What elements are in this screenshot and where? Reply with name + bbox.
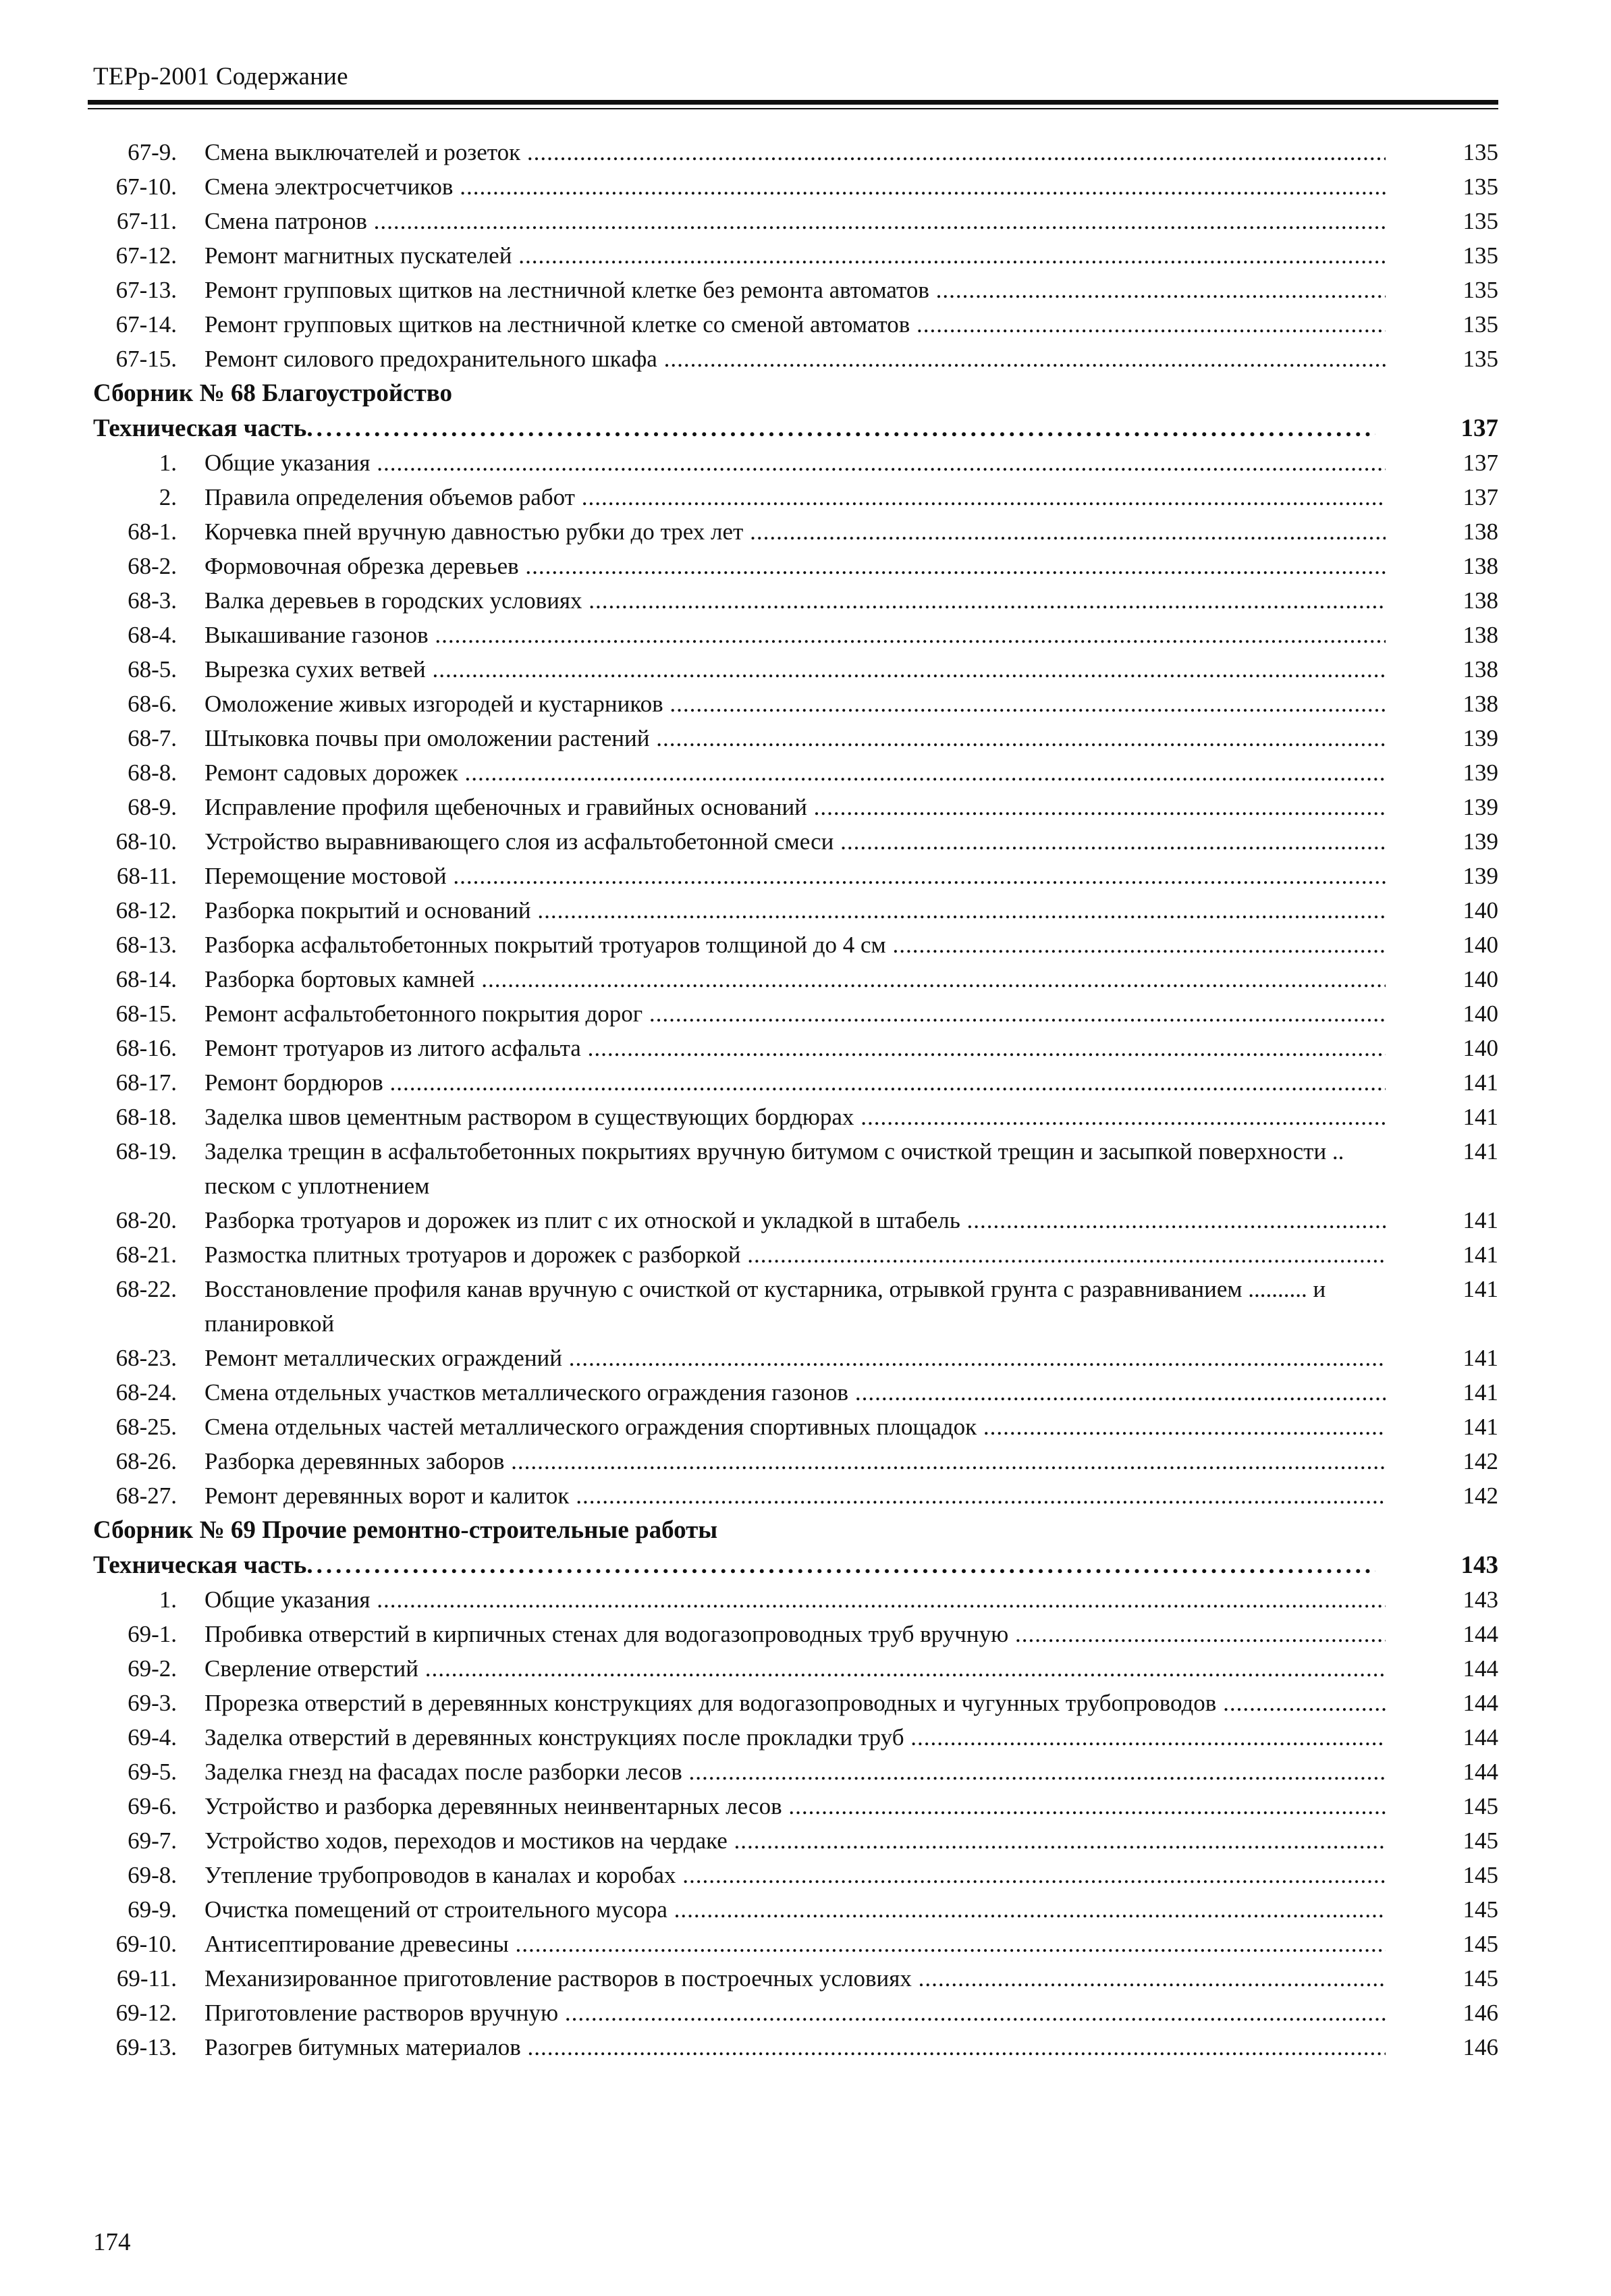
toc-entry-title: Смена отдельных участков металлического ограждения газонов ..... [204,1375,1386,1410]
toc-section-heading [0,376,1611,411]
toc-entry-page: 138 [1463,691,1498,717]
toc-entry-number: 68-16. [115,1035,177,1061]
toc-entry-page: 139 [1463,725,1498,751]
toc-entry [0,1375,1611,1410]
toc-entry [0,583,1611,618]
toc-entry-title: Механизированное приготовление растворов в построечных условиях ..... [204,1961,1386,1996]
toc-entry-number: 68-2. [128,553,177,579]
toc-entry-page: 146 [1463,2000,1498,2026]
toc-entry-number: 68-13. [115,932,177,958]
toc-entry [0,273,1611,307]
toc-entry [0,1203,1611,1237]
toc-entry [0,1582,1611,1617]
toc-entry [0,238,1611,273]
toc-entry [0,1134,1611,1203]
toc-entry [0,1031,1611,1065]
toc-technical-part [0,1548,1611,1582]
toc-entry [0,1961,1611,1996]
toc-entry-page: 143 [1460,1551,1498,1579]
toc-entry [0,618,1611,652]
toc-entry [0,1444,1611,1478]
toc-entry [0,1823,1611,1858]
toc-entry-page: 144 [1463,1621,1498,1647]
toc-entry-page: 144 [1463,1655,1498,1682]
toc-entry-number: 68-11. [116,863,177,889]
toc-entry-title: Валка деревьев в городских условиях ..... [204,583,1386,618]
toc-entry-number: 68-20. [115,1207,177,1233]
toc-entry-page: 139 [1463,794,1498,820]
toc-entry-page: 137 [1463,450,1498,476]
toc-entry-title: Пробивка отверстий в кирпичных стенах для водогазопроводных труб вручную ..... [204,1617,1386,1651]
toc-entry-title: Устройство ходов, переходов и мостиков на чердаке ..... [204,1823,1386,1858]
toc-entry-page: 142 [1463,1483,1498,1509]
toc-entry-number: 68-3. [128,587,177,614]
toc-entry [0,446,1611,480]
toc-entry-page: 145 [1463,1862,1498,1888]
toc-entry [0,1892,1611,1927]
toc-entry-title: Ремонт магнитных пускателей ..... [204,238,1386,273]
toc-entry [0,307,1611,342]
toc-entry-page: 142 [1463,1448,1498,1474]
toc-entry-number: 67-14. [115,311,177,338]
toc-entry-number: 69-7. [128,1827,177,1854]
toc-entry [0,204,1611,238]
toc-entry-number: 67-9. [128,139,177,165]
toc-entry-page: 144 [1463,1759,1498,1785]
toc-entry-title: Выкашивание газонов ..... [204,618,1386,652]
toc-entry-number: 69-4. [128,1724,177,1751]
toc-entry-number: 68-21. [115,1242,177,1268]
toc-entry [0,1755,1611,1789]
toc-entry-title: Корчевка пней вручную давностью рубки до трех лет ..... [204,514,1386,549]
toc-entry-title: Смена выключателей и розеток ..... [204,135,1386,169]
toc-entry-title: Ремонт асфальтобетонного покрытия дорог ..... [204,996,1386,1031]
toc-entry [0,996,1611,1031]
toc-entry-page: 135 [1463,346,1498,372]
toc-entry-page: 141 [1463,1069,1498,1096]
toc-entry [0,893,1611,928]
table-of-contents [0,135,1611,2064]
toc-entry-number: 69-8. [128,1862,177,1888]
toc-entry [0,1065,1611,1100]
toc-entry-title: Ремонт металлических ограждений ..... [204,1341,1386,1375]
toc-entry-number: 67-13. [115,277,177,303]
toc-entry-page: 141 [1463,1242,1498,1268]
page-number: 174 [93,2228,131,2256]
toc-entry-number: 67-10. [115,173,177,200]
toc-entry [0,790,1611,824]
toc-entry-page: 141 [1463,1104,1498,1130]
toc-entry [0,962,1611,996]
toc-entry-number: 1. [159,1586,177,1613]
toc-entry [0,514,1611,549]
toc-entry-title: Устройство и разборка деревянных неинвентарных лесов ..... [204,1789,1386,1823]
toc-entry-title: Сборник № 68 Благоустройство [93,379,452,407]
toc-entry-page: 141 [1463,1138,1498,1165]
toc-entry-title: Разборка бортовых камней ..... [204,962,1386,996]
toc-entry-number: 68-10. [115,828,177,855]
toc-entry [0,2030,1611,2064]
toc-entry-title: Разборка деревянных заборов ..... [204,1444,1386,1478]
toc-entry [0,342,1611,376]
toc-entry-number: 69-2. [128,1655,177,1682]
toc-entry-title: Заделка трещин в асфальтобетонных покрытиях вручную битумом с очисткой трещин и засыпкой поверхности .. песком с уплотнением [204,1138,1344,1199]
toc-entry-page: 145 [1463,1931,1498,1957]
toc-section-heading [0,1513,1611,1548]
toc-entry-number: 68-1. [128,518,177,545]
toc-entry-page: 143 [1463,1586,1498,1613]
toc-entry-number: 68-9. [128,794,177,820]
toc-entry-number: 1. [159,450,177,476]
toc-entry-number: 2. [159,484,177,510]
toc-entry-number: 67-12. [115,242,177,269]
toc-technical-part [0,411,1611,446]
toc-entry [0,1858,1611,1892]
toc-entry-title: Общие указания ..... [204,446,1386,480]
toc-entry-title: Сборник № 69 Прочие ремонтно-строительные работы [93,1516,718,1544]
toc-entry-number: 68-27. [115,1483,177,1509]
toc-entry [0,755,1611,790]
toc-entry-number: 68-25. [115,1414,177,1440]
toc-entry [0,824,1611,859]
toc-entry-number: 68-4. [128,622,177,648]
toc-entry [0,169,1611,204]
toc-entry-page: 141 [1463,1207,1498,1233]
toc-entry-number: 67-11. [116,208,177,234]
toc-entry-title: Разогрев битумных материалов ..... [204,2030,1386,2064]
toc-entry [0,721,1611,755]
toc-entry [0,1341,1611,1375]
toc-entry-page: 135 [1463,208,1498,234]
toc-entry-page: 135 [1463,139,1498,165]
toc-entry-number: 68-6. [128,691,177,717]
toc-entry-number: 68-26. [115,1448,177,1474]
toc-entry [0,859,1611,893]
toc-entry-page: 145 [1463,1965,1498,1992]
toc-entry-title: Сверление отверстий ..... [204,1651,1386,1686]
toc-entry-number: 68-14. [115,966,177,992]
toc-entry-page: 145 [1463,1896,1498,1923]
toc-entry-page: 138 [1463,587,1498,614]
toc-entry-title: Смена электросчетчиков ..... [204,169,1386,204]
toc-entry-title: Штыковка почвы при омоложении растений ..... [204,721,1386,755]
toc-entry [0,652,1611,687]
toc-entry-number: 69-10. [115,1931,177,1957]
toc-entry-number: 68-17. [115,1069,177,1096]
toc-entry-number: 68-15. [115,1000,177,1027]
toc-entry-title: Разборка покрытий и оснований ..... [204,893,1386,928]
toc-entry-title: Техническая часть ..... [93,411,1375,446]
toc-entry-page: 141 [1463,1345,1498,1371]
toc-entry-title: Ремонт тротуаров из литого асфальта ..... [204,1031,1386,1065]
toc-entry-title: Разборка асфальтобетонных покрытий тротуаров толщиной до 4 см ..... [204,928,1386,962]
toc-entry-title: Смена патронов ..... [204,204,1386,238]
toc-entry [0,1410,1611,1444]
toc-entry-page: 139 [1463,759,1498,786]
toc-entry-number: 68-7. [128,725,177,751]
toc-entry [0,1272,1611,1341]
toc-entry-title: Разборка тротуаров и дорожек из плит с их отноской и укладкой в штабель ..... [204,1203,1386,1237]
toc-entry [0,1686,1611,1720]
toc-entry-number: 69-11. [116,1965,177,1992]
toc-entry-page: 135 [1463,277,1498,303]
toc-entry [0,480,1611,514]
toc-entry-title: Заделка отверстий в деревянных конструкциях после прокладки труб ..... [204,1720,1386,1755]
toc-entry-number: 69-6. [128,1793,177,1819]
toc-entry-number: 69-13. [115,2034,177,2060]
toc-entry-page: 141 [1463,1414,1498,1440]
toc-entry-title: Заделка швов цементным раствором в существующих бордюрах ..... [204,1100,1386,1134]
toc-entry-page: 137 [1463,484,1498,510]
toc-entry-number: 69-1. [128,1621,177,1647]
toc-entry [0,1996,1611,2030]
toc-entry-page: 140 [1463,966,1498,992]
toc-entry-number: 69-3. [128,1690,177,1716]
toc-entry-number: 69-9. [128,1896,177,1923]
toc-entry-title: Заделка гнезд на фасадах после разборки лесов ..... [204,1755,1386,1789]
toc-entry-number: 68-23. [115,1345,177,1371]
toc-entry-page: 135 [1463,173,1498,200]
toc-entry-page: 144 [1463,1724,1498,1751]
toc-entry-title: Омоложение живых изгородей и кустарников ..... [204,687,1386,721]
toc-entry-title: Вырезка сухих ветвей ..... [204,652,1386,687]
toc-entry-page: 138 [1463,518,1498,545]
toc-entry-number: 68-24. [115,1379,177,1406]
toc-entry [0,1720,1611,1755]
toc-entry-title: Прорезка отверстий в деревянных конструкциях для водогазопроводных и чугунных трубопроводов ..... [204,1686,1386,1720]
toc-entry-title: Размостка плитных тротуаров и дорожек с разборкой ..... [204,1237,1386,1272]
toc-entry-page: 145 [1463,1827,1498,1854]
toc-entry-page: 144 [1463,1690,1498,1716]
toc-entry-number: 69-5. [128,1759,177,1785]
toc-entry-title: Ремонт садовых дорожек ..... [204,755,1386,790]
toc-entry-title: Общие указания ..... [204,1582,1386,1617]
toc-entry-page: 140 [1463,932,1498,958]
toc-entry-title: Приготовление растворов вручную ..... [204,1996,1386,2030]
toc-entry [0,1617,1611,1651]
running-header: ТЕРр-2001 Содержание [93,63,348,90]
toc-entry-page: 145 [1463,1793,1498,1819]
toc-entry [0,1651,1611,1686]
toc-entry [0,1100,1611,1134]
toc-entry-page: 139 [1463,863,1498,889]
toc-entry-number: 67-15. [115,346,177,372]
toc-entry-title: Техническая часть ..... [93,1548,1375,1582]
toc-entry-title: Правила определения объемов работ ..... [204,480,1386,514]
toc-entry [0,549,1611,583]
toc-entry-number: 68-18. [115,1104,177,1130]
toc-entry [0,135,1611,169]
toc-entry-number: 68-12. [115,897,177,924]
toc-entry-page: 140 [1463,897,1498,924]
toc-entry-page: 135 [1463,242,1498,269]
toc-entry-title: Антисептирование древесины ..... [204,1927,1386,1961]
toc-entry-title: Устройство выравнивающего слоя из асфальтобетонной смеси ..... [204,824,1386,859]
toc-entry [0,1478,1611,1513]
toc-entry-page: 141 [1463,1379,1498,1406]
toc-entry-title: Ремонт групповых щитков на лестничной клетке без ремонта автоматов ..... [204,273,1386,307]
toc-entry-page: 146 [1463,2034,1498,2060]
toc-entry-page: 139 [1463,828,1498,855]
toc-entry-number: 68-22. [115,1276,177,1302]
toc-entry-title: Утепление трубопроводов в каналах и коробах ..... [204,1858,1386,1892]
toc-entry-title: Ремонт силового предохранительного шкафа ..... [204,342,1386,376]
toc-entry-page: 140 [1463,1035,1498,1061]
toc-entry-title: Ремонт бордюров ..... [204,1065,1386,1100]
toc-entry-title: Перемощение мостовой ..... [204,859,1386,893]
toc-entry-page: 138 [1463,656,1498,683]
toc-entry-page: 138 [1463,553,1498,579]
toc-entry-title: Формовочная обрезка деревьев ..... [204,549,1386,583]
toc-entry [0,1237,1611,1272]
toc-entry-number: 68-5. [128,656,177,683]
toc-entry [0,928,1611,962]
toc-entry-title: Восстановление профиля канав вручную с очисткой от кустарника, отрывкой грунта с разравниванием .......... и планировкой [204,1276,1326,1337]
toc-entry-page: 141 [1463,1276,1498,1302]
toc-entry-title: Очистка помещений от строительного мусора ..... [204,1892,1386,1927]
toc-entry-title: Ремонт групповых щитков на лестничной клетке со сменой автоматов ..... [204,307,1386,342]
toc-entry-number: 69-12. [115,2000,177,2026]
toc-entry [0,687,1611,721]
toc-entry-title: Смена отдельных частей металлического ограждения спортивных площадок ..... [204,1410,1386,1444]
toc-entry-number: 68-19. [115,1138,177,1165]
toc-entry-page: 140 [1463,1000,1498,1027]
toc-entry-title: Исправление профиля щебеночных и гравийных оснований ..... [204,790,1386,824]
toc-entry [0,1927,1611,1961]
header-rule-thin [88,108,1498,109]
toc-entry-page: 135 [1463,311,1498,338]
toc-entry-number: 68-8. [128,759,177,786]
toc-entry [0,1789,1611,1823]
toc-entry-page: 137 [1460,415,1498,442]
toc-entry-page: 138 [1463,622,1498,648]
header-rule-thick [88,100,1498,105]
toc-entry-title: Ремонт деревянных ворот и калиток ..... [204,1478,1386,1513]
